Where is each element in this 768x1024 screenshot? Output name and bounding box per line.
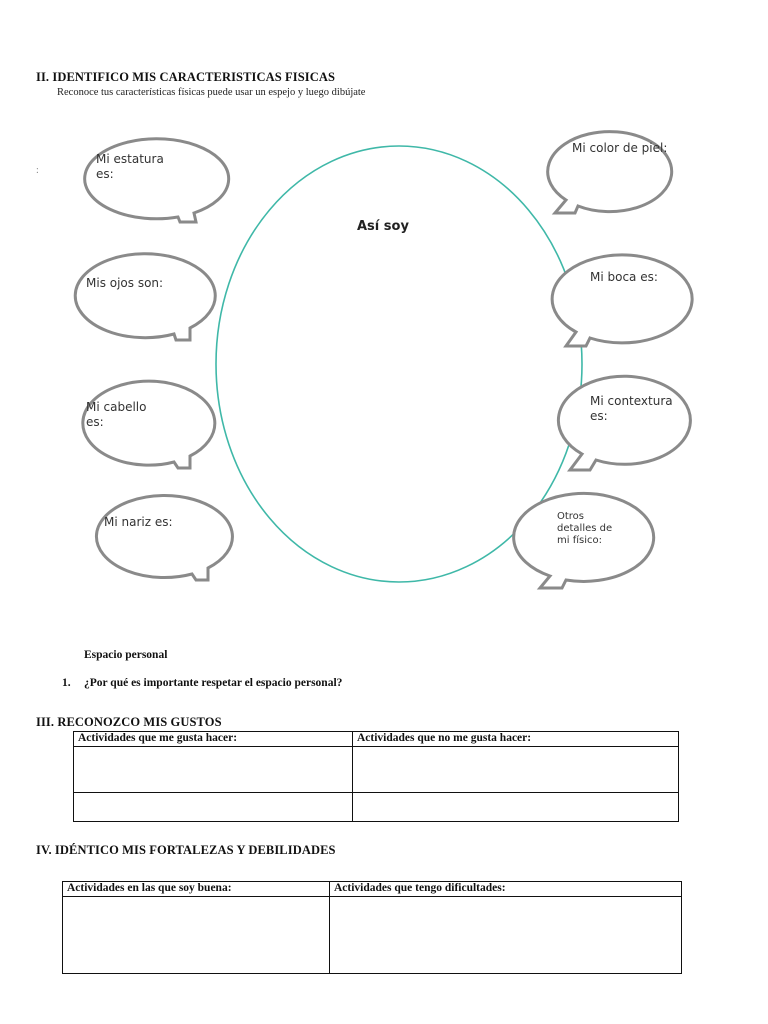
personal-space-title: Espacio personal [84,649,168,661]
stray-colon-mark: : [36,165,39,176]
bubble-text-hair: Mi cabello es: [86,400,147,429]
dislikes-column-header: Actividades que no me gusta hacer: [353,732,679,747]
center-label: Así soy [357,219,409,234]
likes-table [73,731,679,822]
strengths-table [62,881,682,974]
difficulties-column-header: Actividades que tengo dificultades: [330,882,682,897]
strengths-column-header: Actividades en las que soy buena: [63,882,330,897]
speech-bubble-mouth [552,255,692,346]
bubble-text-skin: Mi color de piel: [572,141,668,155]
speech-bubble-eyes [75,254,215,340]
section-2-heading: II. IDENTIFICO MIS CARACTERISTICAS FISICAS [36,70,336,84]
likes-column-header: Actividades que me gusta hacer: [74,732,353,747]
personal-space-question: ¿Por qué es importante respetar el espacio personal? [84,677,343,689]
bubble-text-mouth: Mi boca es: [590,270,658,284]
section-3-heading: III. RECONOZCO MIS GUSTOS [36,715,222,729]
dislikes-cell[interactable] [353,747,679,793]
speech-bubble-nose [96,496,232,580]
strengths-cell[interactable] [63,897,330,974]
bubble-text-height: Mi estatura es: [96,152,164,181]
bubble-text-eyes: Mis ojos son: [86,276,164,290]
dislikes-cell[interactable] [353,793,679,822]
difficulties-cell[interactable] [330,897,682,974]
section-4-heading: IV. IDÉNTICO MIS FORTALEZAS Y DEBILIDADES [36,843,336,857]
bubble-text-other-details: Otros detalles de mi físico: [557,511,613,546]
question-number: 1. [62,677,71,689]
bubble-text-nose: Mi nariz es: [104,515,173,529]
section-2-instruction: Reconoce tus características físicas puede usar un espejo y luego dibújate [57,87,366,98]
likes-cell[interactable] [74,793,353,822]
likes-cell[interactable] [74,747,353,793]
bubble-text-build: Mi contextura es: [590,394,673,423]
